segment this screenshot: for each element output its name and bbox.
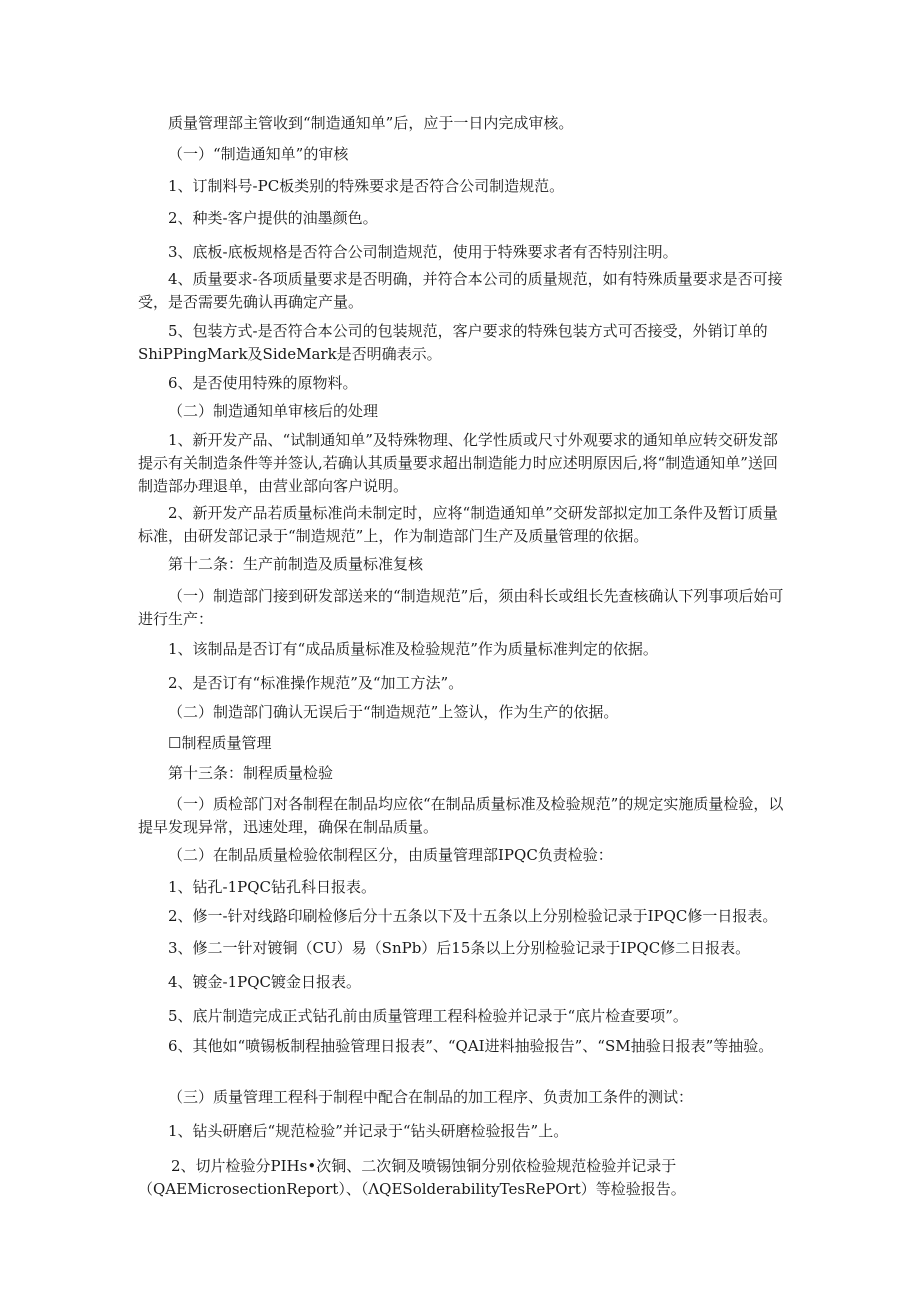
list-item: 3、底板-底板规格是否符合公司制造规范，使用于特殊要求者有否特别注明。: [168, 243, 678, 261]
list-item: 1、订制料号-PC板类别的特殊要求是否符合公司制造规范。: [168, 177, 565, 195]
list-item: 2、切片检验分PIHs•次铜、二次铜及喷锡蚀铜分别依检验规范检验并记录于（QAEMicrosectionReport）、（ΛQESolderabilityTesRePOrt）等检验报告。: [138, 1157, 686, 1198]
list-item: 2、是否订有“标准操作规范”及“加工方法”。: [168, 674, 464, 692]
list-item: 6、其他如“喷锡板制程抽验管理日报表”、“QAI进料抽验报告”、“SM抽验日报表”等抽验。: [168, 1037, 774, 1055]
paragraph: （一）制造部门接到研发部送来的“制造规范”后，须由科长或组长先查核确认下列事项后始可进行生产：: [138, 587, 784, 628]
list-item: 4、质量要求-各项质量要求是否明确，并符合本公司的质量规范，如有特殊质量要求是否可接受，是否需要先确认再确定产量。: [138, 270, 783, 311]
list-item: 1、新开发产品、“试制通知单”及特殊物理、化学性质或尺寸外观要求的通知单应转交研发部提示有关制造条件等并签认,若确认其质量要求超出制造能力时应述明原因后,将“制造通知单”送回制造部办理退单，由营业部向客户说明。: [138, 431, 778, 495]
list-item: 1、钻孔-1PQC钻孔科日报表。: [168, 878, 377, 896]
paragraph: 质量管理部主管收到“制造通知单”后，应于一日内完成审核。: [168, 114, 574, 132]
paragraph: （三）质量管理工程科于制程中配合在制品的加工程序、负责加工条件的测试：: [168, 1088, 694, 1106]
paragraph: （二）在制品质量检验依制程区分，由质量管理部IPQC负责检验：: [168, 846, 613, 864]
list-item: 5、底片制造完成正式钻孔前由质量管理工程科检验并记录于“底片检查要项”。: [168, 1007, 688, 1025]
list-item: 1、该制品是否订有“成品质量标准及检验规范”作为质量标准判定的依据。: [168, 640, 658, 658]
list-item: 2、新开发产品若质量标准尚未制定时，应将“制造通知单”交研发部拟定加工条件及暂订质量标准，由研发部记录于“制造规范”上，作为制造部门生产及质量管理的依据。: [138, 504, 778, 545]
list-item: 3、修二一针对镀铜（CU）易（SnPb）后15条以上分别检验记录于IPQC修二日报表。: [168, 939, 751, 957]
article-heading: 第十二条：生产前制造及质量标准复核: [168, 555, 424, 573]
list-item: 5、包装方式-是否符合本公司的包装规范，客户要求的特殊包装方式可否接受，外销订单的ShiPPingMark及SideMark是否明确表示。: [138, 322, 768, 363]
list-item: 1、钻头研磨后“规范检验”并记录于“钻头研磨检验报告”上。: [168, 1122, 569, 1140]
paragraph: （二）制造部门确认无误后于“制造规范”上签认，作为生产的依据。: [168, 703, 619, 721]
list-item: 2、种类-客户提供的油墨颜色。: [168, 209, 378, 227]
paragraph: （一）质检部门对各制程在制品均应依“在制品质量标准及检验规范”的规定实施质量检验，以提早发现异常，迅速处理，确保在制品质量。: [138, 795, 784, 836]
list-item: 2、修一-针对线路印刷检修后分十五条以下及十五条以上分别检验记录于IPQC修一日报表。: [168, 907, 778, 925]
section-heading: （一）“制造通知单”的审核: [168, 145, 349, 163]
chapter-heading: ☐制程质量管理: [168, 734, 272, 752]
section-heading: （二）制造通知单审核后的处理: [168, 402, 379, 420]
list-item: 4、镀金-1PQC镀金日报表。: [168, 973, 362, 991]
list-item: 6、是否使用特殊的原物料。: [168, 374, 358, 392]
article-heading: 第十三条：制程质量检验: [168, 764, 334, 782]
